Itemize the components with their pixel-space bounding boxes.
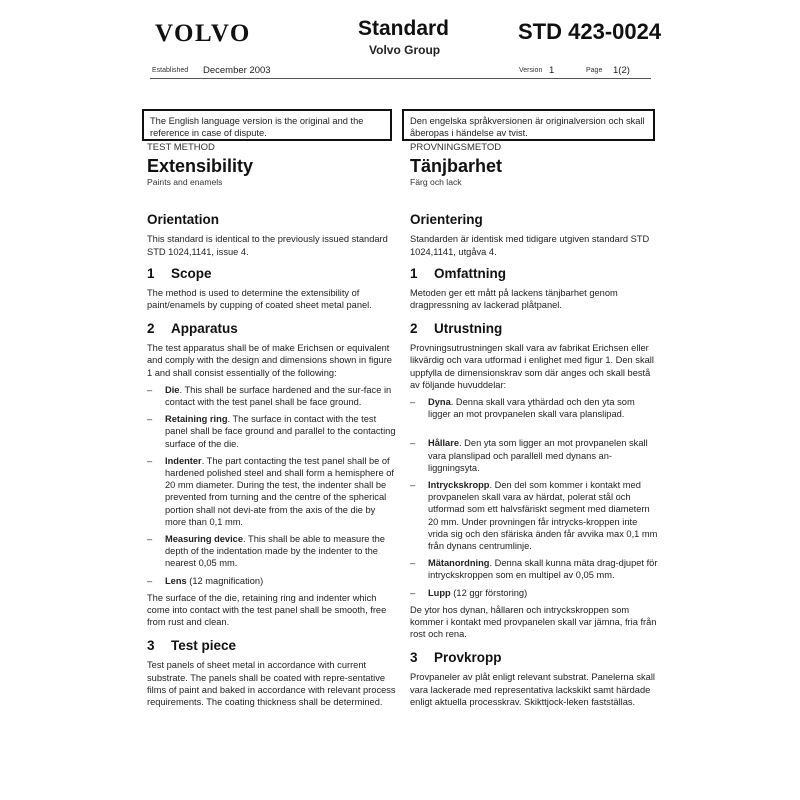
list-item-retaining-ring: – Retaining ring. The surface in contact with the test panel shall be face ground and parallel to the contacting surface of the die. <box>147 414 396 449</box>
volvo-logo: VOLVO <box>155 20 251 47</box>
section-number: 1 <box>147 265 155 281</box>
version-label: Version <box>519 67 543 74</box>
list-item-indenter: – Intryckskropp. Den del som kommer i kontakt med provpanelen skall vara av härdat, polerat stål och utformad som ett halvsfäriskt segment med diametern 20 mm. Under provningen får intrycks-kroppen inte vrida sig och den sfäriska änden får avvika max 0,1 mm från dynans centrumlinje. <box>410 480 658 552</box>
column-swedish <box>410 142 658 708</box>
section-heading-apparatus <box>410 321 658 337</box>
section-title: Scope <box>171 265 212 281</box>
apparatus-outro: The surface of the die, retaining ring and indenter which come into contact with the test panel shall be smooth, free from rust and clean. <box>147 592 387 628</box>
column-english <box>147 142 399 708</box>
language-notice-sv: Den engelska språkversionen är originalversion och skall åberopas i händelse av tvist. <box>402 109 655 141</box>
apparatus-intro: The test apparatus shall be of make Erichsen or equivalent and comply with the design and dimensions shown in figure 1 and shall consist essentially of the following: <box>147 343 392 378</box>
document-type: Standard <box>358 17 450 40</box>
section-number: 2 <box>147 321 155 337</box>
version-value: 1 <box>549 65 555 76</box>
established-value: December 2003 <box>203 65 271 76</box>
orientation-text: Standarden är identisk med tidigare utgiven standard STD 1024,1141, utgåva 4. <box>410 234 650 257</box>
section-number: 3 <box>410 650 418 666</box>
scope-text: The method is used to determine the extensibility of paint/enamels by cupping of coated sheet metal panel. <box>147 287 372 311</box>
test-piece-text: Test panels of sheet metal in accordance with current substrate. The panels shall be coated with repre-sentative films of paint and baked in accordance with relevant process requirements. The coating thickness shall be determined. <box>147 660 396 708</box>
doc-title: Tänjbarhet <box>410 156 503 177</box>
orientation-heading: Orientering <box>410 212 483 228</box>
section-title: Utrustning <box>434 321 503 337</box>
list-item-measuring-device: – Measuring device. This shall be able to measure the depth of the indentation made by the indenter to the nearest 0,05 mm. <box>147 534 385 569</box>
header-divider <box>150 78 651 79</box>
apparatus-outro: De ytor hos dynan, hållaren och intryckskroppen som kommer i kontakt med provpanelen skall var jämna, fria från rost och rena. <box>410 604 657 640</box>
section-heading-scope <box>147 266 399 282</box>
list-item-measuring-device: – Mätanordning. Denna skall kunna mäta drag-djupet för intryckskroppen som en multipel av 0,05 mm. <box>410 558 658 581</box>
apparatus-intro: Provningsutrustningen skall vara av fabrikat Erichsen eller likvärdig och vara utformad i enlighet med figur 1. Den skall uppfylla de dimensionskrav som där anges och skall bestå av följande huvuddelar: <box>410 343 654 390</box>
section-title: Test piece <box>171 638 237 654</box>
page-value: 1(2) <box>613 65 630 76</box>
list-item-lens: – Lens (12 magnification) <box>147 575 264 586</box>
page-label: Page <box>586 67 603 74</box>
doc-subtitle: Paints and enamels <box>147 177 223 188</box>
scope-text: Metoden ger ett mått på lackens tänjbarhet genom dragpressning av lackerad plåtpanel. <box>410 287 618 311</box>
section-title: Apparatus <box>171 321 238 337</box>
section-number: 3 <box>147 638 155 654</box>
doc-kind: TEST METHOD <box>147 142 215 153</box>
list-item-die: – Dyna. Denna skall vara ythärdad och den yta som ligger an mot provpanelen skall vara planslipad. <box>410 397 635 420</box>
section-number: 1 <box>410 265 418 281</box>
list-item-die: – Die. This shall be surface hardened and the sur-face in contact with the test panel shall be face ground. <box>147 384 392 408</box>
list-item-lens: – Lupp (12 ggr förstoring) <box>410 587 528 598</box>
orientation-text: This standard is identical to the previously issued standard STD 1024,1141, issue 4. <box>147 234 388 257</box>
section-heading-test-piece <box>147 638 399 654</box>
doc-kind: PROVNINGSMETOD <box>410 142 502 153</box>
doc-subtitle: Färg och lack <box>410 177 462 188</box>
document-number: STD 423-0024 <box>518 19 662 44</box>
test-piece-text: Provpaneler av plåt enligt relevant substrat. Panelerna skall vara lackerade med representativa lackskikt samt härdade enligt aktuella processkrav. Skikttjock-leken fastställas. <box>410 672 655 707</box>
doc-title: Extensibility <box>147 156 254 177</box>
section-title: Omfattning <box>434 265 506 281</box>
section-title: Provkropp <box>434 650 502 666</box>
section-heading-scope <box>410 266 658 282</box>
organization: Volvo Group <box>369 43 441 57</box>
list-item-indenter: – Indenter. The part contacting the test panel shall be of hardened polished steel and shall form a hemisphere of 20 mm diameter. During the test, the indenter shall be prevented from turning and the centre of the spherical portion shall not devi-ate from the axis of the die by more than 0,1 mm. <box>147 455 394 527</box>
list-item-retaining-ring: – Hållare. Den yta som ligger an mot provpanelen skall vara planslipad och parallell med dynans an-liggningsyta. <box>410 438 648 473</box>
section-number: 2 <box>410 321 418 337</box>
orientation-heading: Orientation <box>147 212 220 228</box>
section-heading-test-piece <box>410 650 658 666</box>
established-label: Established <box>152 67 189 74</box>
language-notice-en: The English language version is the original and the reference in case of dispute. <box>142 109 392 141</box>
section-heading-apparatus <box>147 321 399 337</box>
